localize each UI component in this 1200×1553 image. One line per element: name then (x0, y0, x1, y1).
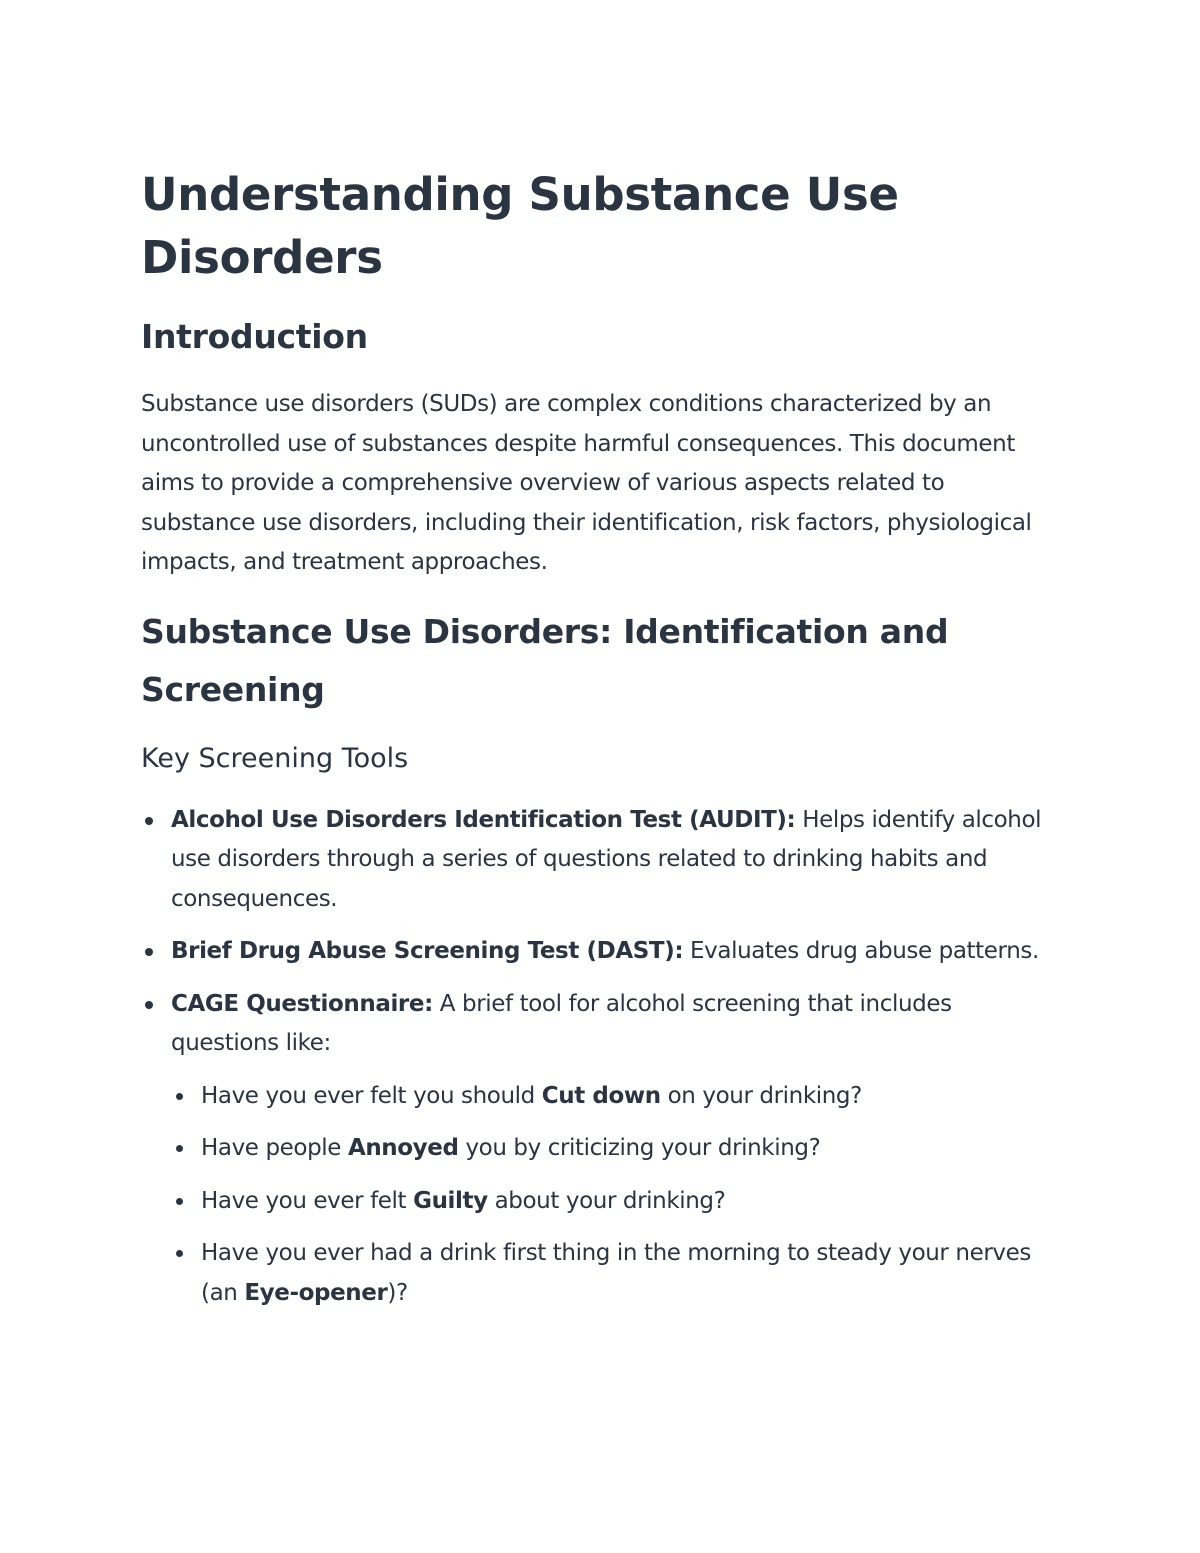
question-text: Have you ever felt (201, 1187, 414, 1214)
question-text: on your drinking? (660, 1082, 862, 1109)
question-keyword: Guilty (413, 1187, 488, 1214)
list-item-cut-down (201, 1077, 1050, 1117)
tool-name: CAGE Questionnaire: (171, 990, 433, 1017)
tool-description: A brief tool for alcohol screening that includes questions like: (171, 990, 952, 1056)
list-item-eye-opener (201, 1234, 1050, 1313)
question-keyword: Eye-opener (244, 1279, 388, 1306)
list-item-audit (171, 801, 1050, 920)
introduction-paragraph: Substance use disorders (SUDs) are complex conditions characterized by an uncontrolled use of substances despite harmful consequences. This document aims to provide a comprehensive overview of various aspects related to substance use disorders, including their identification, risk factors, physiological impacts, and treatment approaches. (141, 391, 1032, 575)
screening-tools-subheading: Key Screening Tools (141, 742, 409, 774)
question-keyword: Cut down (541, 1082, 661, 1109)
screening-tools-list (141, 801, 1050, 1314)
question-text: you by criticizing your drinking? (458, 1135, 821, 1161)
cage-questions-list (171, 1077, 1050, 1314)
tool-description: Evaluates drug abuse patterns. (683, 938, 1039, 964)
question-keyword: Annoyed (347, 1135, 459, 1161)
identification-heading: Substance Use Disorders: Identification and Screening (141, 611, 949, 709)
question-text: )? (387, 1279, 408, 1306)
introduction-heading: Introduction (141, 317, 368, 356)
question-text: about your drinking? (487, 1187, 726, 1214)
tool-name: Brief Drug Abuse Screening Test (DAST): (171, 938, 684, 964)
question-text: Have you ever had a drink first thing in the morning to steady your nerves (an (201, 1240, 1031, 1306)
list-item-dast (171, 932, 1050, 972)
list-item-annoyed (201, 1129, 1050, 1169)
question-text: Have you ever felt you should (201, 1082, 542, 1109)
document-title: Understanding Substance Use Disorders (141, 168, 899, 284)
tool-name: Alcohol Use Disorders Identification Test (AUDIT): (171, 806, 796, 833)
list-item-guilty (201, 1182, 1050, 1222)
tool-description: Helps identify alcohol use disorders through a series of questions related to drinking habits and consequences. (171, 806, 1042, 912)
list-item-cage (171, 985, 1050, 1314)
question-text: Have people (201, 1135, 348, 1161)
